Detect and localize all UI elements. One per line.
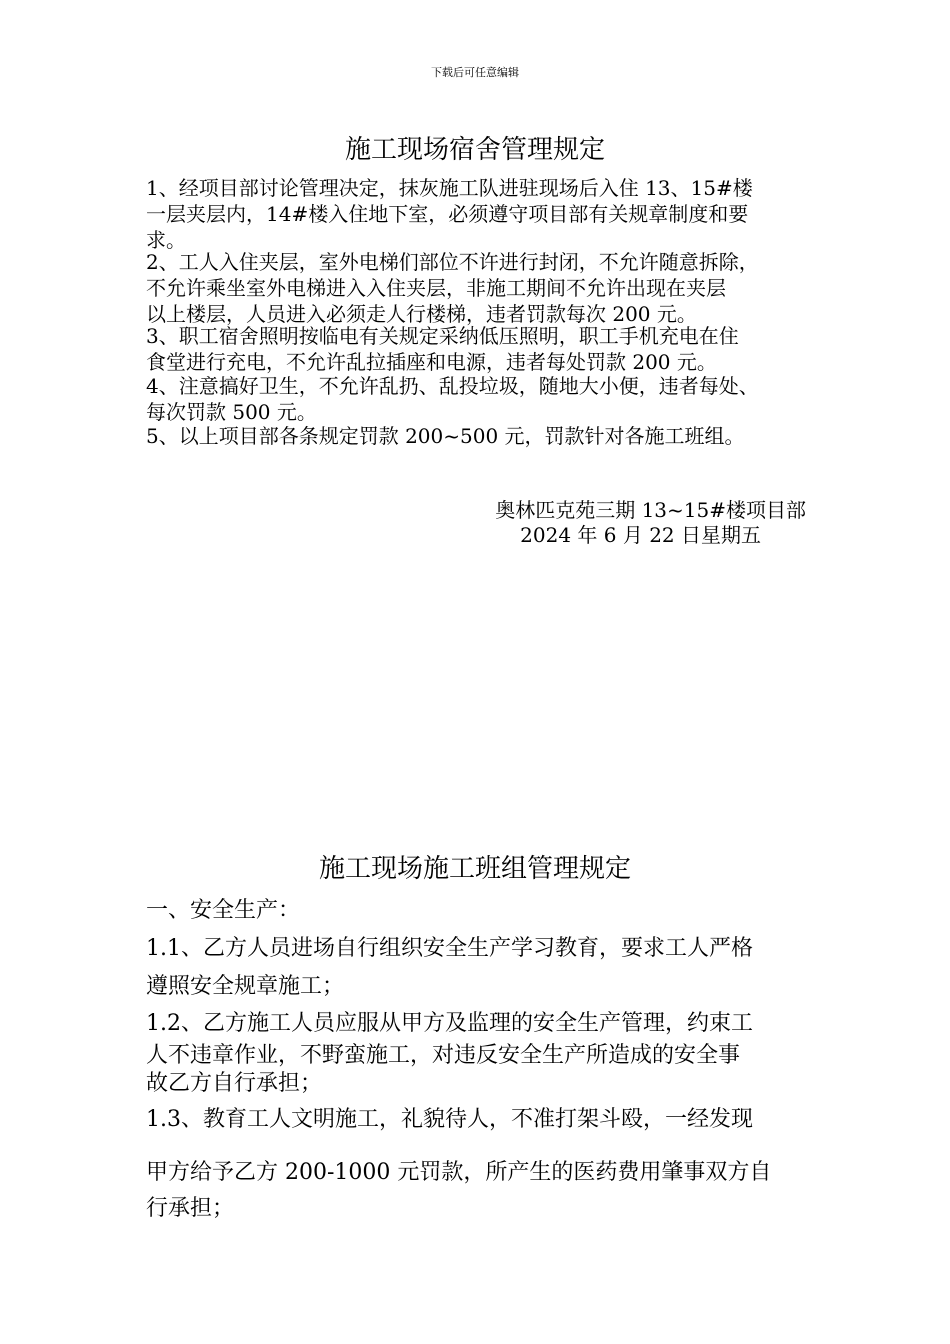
header-note: 下载后可任意编辑 <box>431 66 519 79</box>
team-rules-title: 施工现场施工班组管理规定 <box>318 854 631 884</box>
team-rule-1-2-first-line: 1.2、乙方施工人员应服从甲方及监理的安全生产管理，约束工 <box>146 1011 753 1036</box>
team-rule-1-3-first-line: 1.3、教育工人文明施工，礼貌待人，不准打架斗殴，一经发现 <box>146 1107 753 1132</box>
section-heading-safety: 一、安全生产： <box>146 898 301 923</box>
signature-organization: 奥林匹克苑三期 13~15#楼项目部 <box>495 498 806 522</box>
dormitory-rule-2: 2、工人入住夹层，室外电梯们部位不许进行封闭，不允许随意拆除， 不允许乘坐室外电梯进入入住夹层，非施工期间不允许出现在夹层 以上楼层，人员进入必须走人行楼梯，违者罚款每次 200 元。 <box>146 250 759 326</box>
team-rule-1-3-continuation: 甲方给予乙方 200-1000 元罚款，所产生的医药费用肇事双方自 行承担； <box>146 1160 772 1221</box>
team-rule-1-1: 1.1、乙方人员进场自行组织安全生产学习教育，要求工人严格 遵照安全规章施工； <box>146 936 753 999</box>
team-rule-1-2-continuation: 人不违章作业，不野蛮施工，对违反安全生产所造成的安全事 故乙方自行承担； <box>146 1043 741 1096</box>
dormitory-rule-5: 5、以上项目部各条规定罚款 200~500 元，罚款针对各施工班组。 <box>146 424 745 448</box>
dormitory-rule-1: 1、经项目部讨论管理决定，抹灰施工队进驻现场后入住 13、15#楼 一层夹层内，14#楼入住地下室，必须遵守项目部有关规章制度和要 求。 <box>146 176 753 252</box>
signature-date: 2024 年 6 月 22 日星期五 <box>520 523 761 547</box>
dormitory-rule-4: 4、注意搞好卫生，不允许乱扔、乱投垃圾，随地大小便，违者每处、 每次罚款 500 元。 <box>146 374 759 424</box>
dormitory-rules-title: 施工现场宿舍管理规定 <box>344 135 605 165</box>
dormitory-rule-3: 3、职工宿舍照明按临电有关规定采纳低压照明，职工手机充电在住 食堂进行充电，不允许乱拉插座和电源，违者每处罚款 200 元。 <box>146 324 739 374</box>
